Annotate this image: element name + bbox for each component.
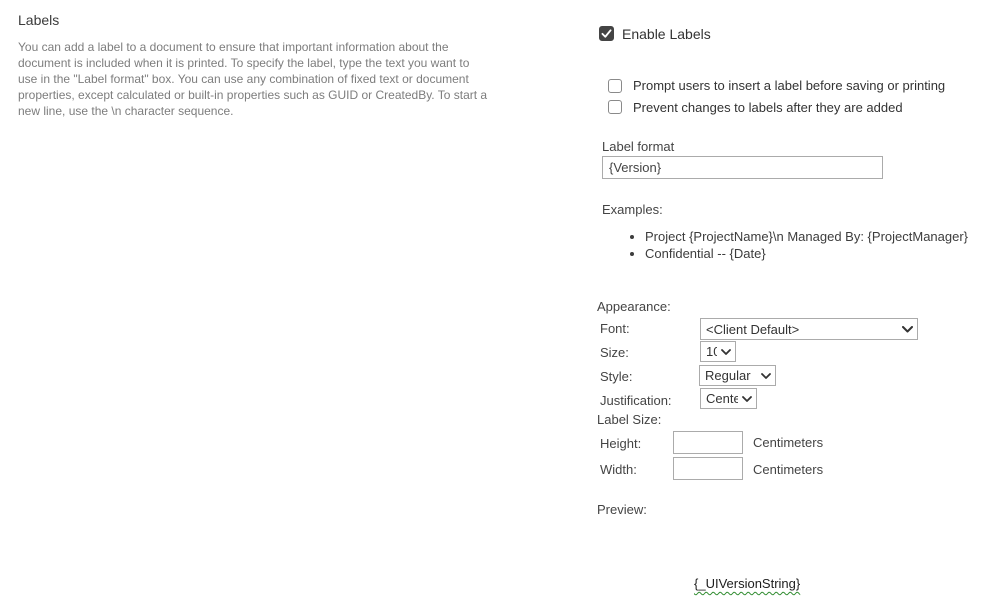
preview-value: {_UIVersionString} bbox=[694, 576, 801, 591]
font-select-wrap bbox=[700, 318, 918, 340]
width-input[interactable] bbox=[673, 457, 743, 480]
font-select[interactable] bbox=[700, 318, 918, 340]
label-format-input[interactable] bbox=[602, 156, 883, 179]
justification-label: Justification: bbox=[600, 393, 672, 408]
style-label: Style: bbox=[600, 369, 633, 384]
prompt-users-checkbox[interactable] bbox=[608, 79, 622, 93]
check-icon bbox=[600, 27, 613, 40]
example-item: • Project {ProjectName}\n Managed By: {ProjectManager} bbox=[645, 228, 982, 245]
appearance-heading: Appearance: bbox=[597, 299, 671, 314]
enable-labels-label: Enable Labels bbox=[622, 26, 711, 42]
font-label: Font: bbox=[600, 321, 630, 336]
labels-description-panel bbox=[18, 11, 492, 119]
prompt-users-label: Prompt users to insert a label before saving or printing bbox=[633, 78, 946, 93]
prevent-changes-checkbox[interactable] bbox=[608, 100, 622, 114]
justification-select[interactable] bbox=[700, 388, 757, 409]
page-description: You can add a label to a document to ensure that important information about the document is included when it is printed. To specify the label, type the text you want to use in the "Label format" box. You can use any combination of fixed text or document properties, except calculated or built-in properties such as GUID or CreatedBy. To start a new line, use the \n character sequence. bbox=[18, 40, 488, 118]
size-select[interactable] bbox=[700, 341, 736, 362]
preview-heading: Preview: bbox=[597, 502, 647, 517]
page-title: Labels bbox=[18, 12, 60, 28]
examples-list bbox=[602, 228, 982, 262]
height-label: Height: bbox=[600, 436, 642, 451]
examples-heading: Examples: bbox=[602, 202, 663, 217]
height-unit-label: Centimeters bbox=[753, 435, 824, 450]
style-select[interactable] bbox=[699, 365, 776, 386]
justification-select-wrap bbox=[700, 388, 757, 409]
width-label: Width: bbox=[600, 462, 637, 477]
style-select-wrap bbox=[699, 365, 776, 386]
label-size-heading: Label Size: bbox=[597, 412, 662, 427]
size-label: Size: bbox=[600, 345, 629, 360]
height-input[interactable] bbox=[673, 431, 743, 454]
prevent-changes-label: Prevent changes to labels after they are added bbox=[633, 100, 903, 115]
size-select-wrap bbox=[700, 341, 736, 362]
example-item: • Confidential -- {Date} bbox=[645, 245, 982, 262]
width-unit-label: Centimeters bbox=[753, 462, 824, 477]
label-format-label: Label format bbox=[602, 139, 675, 154]
enable-labels-checkbox[interactable] bbox=[599, 26, 614, 41]
